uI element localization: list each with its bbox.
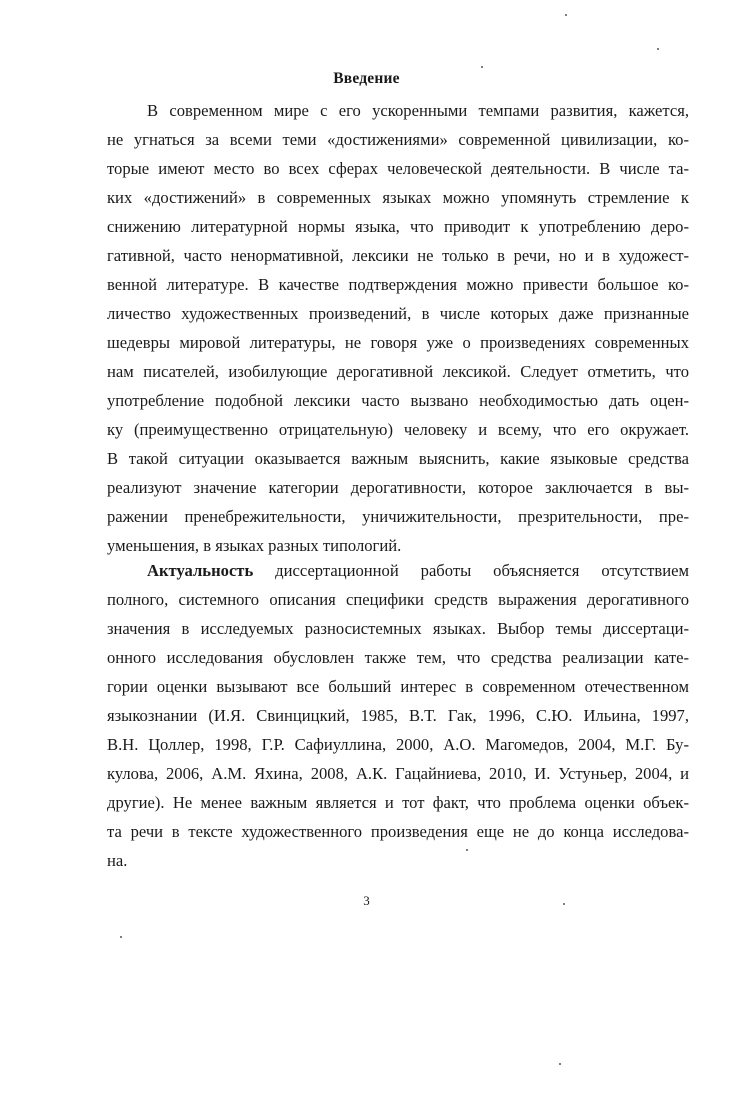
scan-speck bbox=[559, 1063, 561, 1065]
text-line: другие). Не менее важным является и тот факт, что проблема оценки объек- bbox=[107, 793, 689, 812]
text-line: онного исследования обусловлен также тем, что средства реализации кате- bbox=[107, 648, 689, 667]
text-line: кулова, 2006, А.М. Яхина, 2008, А.К. Гацайниева, 2010, И. Устуньер, 2004, и bbox=[107, 764, 689, 783]
text-line: шедевры мировой литературы, не говоря уже о произведениях современных bbox=[107, 333, 689, 352]
text-line: полного, системного описания специфики средств выражения дерогативного bbox=[107, 590, 689, 609]
scan-speck bbox=[481, 66, 483, 68]
text-line: В.Н. Цоллер, 1998, Г.Р. Сафиуллина, 2000, А.О. Магомедов, 2004, М.Г. Бу- bbox=[107, 735, 689, 754]
text-line: ражении пренебрежительности, уничижительности, презрительности, пре- bbox=[107, 507, 689, 526]
text-line: снижению литературной нормы языка, что приводит к употреблению деро- bbox=[107, 217, 689, 236]
text-line: та речи в тексте художественного произведения еще не до конца исследова- bbox=[107, 822, 689, 841]
scan-speck bbox=[657, 48, 659, 50]
text-line: ких «достижений» в современных языках можно упомянуть стремление к bbox=[107, 188, 689, 207]
text-line: значения в исследуемых разносистемных языках. Выбор темы диссертаци- bbox=[107, 619, 689, 638]
lead-line-rest: диссертационной работы объясняется отсутствием bbox=[253, 561, 689, 580]
text-line: уменьшения, в языках разных типологий. bbox=[107, 536, 402, 555]
paragraph-intro bbox=[107, 96, 689, 560]
text-line: гории оценки вызывают все больший интерес в современном отечественном bbox=[107, 677, 689, 696]
text-line: ку (преимущественно отрицательную) человеку и всему, что его окружает. bbox=[107, 420, 689, 439]
text-line: употребление подобной лексики часто вызвано необходимостью дать оцен- bbox=[107, 391, 689, 410]
text-line: личество художественных произведений, в числе которых даже признанные bbox=[107, 304, 689, 323]
scan-speck bbox=[565, 14, 567, 16]
text-line: на. bbox=[107, 851, 128, 870]
paragraph-relevance bbox=[107, 556, 689, 875]
text-line: торые имеют место во всех сферах человеческой деятельности. В числе та- bbox=[107, 159, 689, 178]
scan-speck bbox=[466, 849, 468, 851]
text-line: венной литературе. В качестве подтверждения можно привести большое ко- bbox=[107, 275, 689, 294]
text-line: языкознании (И.Я. Свинцицкий, 1985, В.Т. Гак, 1996, С.Ю. Ильина, 1997, bbox=[107, 706, 689, 725]
text-line: нам писателей, изобилующие дерогативной лексикой. Следует отметить, что bbox=[107, 362, 689, 381]
text-line: В такой ситуации оказывается важным выяснить, какие языковые средства bbox=[107, 449, 689, 468]
page-number: 3 bbox=[363, 893, 370, 908]
scan-speck bbox=[563, 903, 565, 905]
scan-speck bbox=[120, 936, 122, 938]
text-line: реализуют значение категории дерогативности, которое заключается в вы- bbox=[107, 478, 689, 497]
text-line: гативной, часто ненормативной, лексики не только в речи, но и в художест- bbox=[107, 246, 689, 265]
text-line-lead bbox=[107, 556, 689, 585]
text-line: не угнаться за всеми теми «достижениями» современной цивилизации, ко- bbox=[107, 130, 689, 149]
section-heading: Введение bbox=[333, 70, 400, 87]
text-line: В современном мире с его ускоренными темпами развития, кажется, bbox=[147, 101, 689, 120]
relevance-term: Актуальность bbox=[147, 561, 254, 580]
